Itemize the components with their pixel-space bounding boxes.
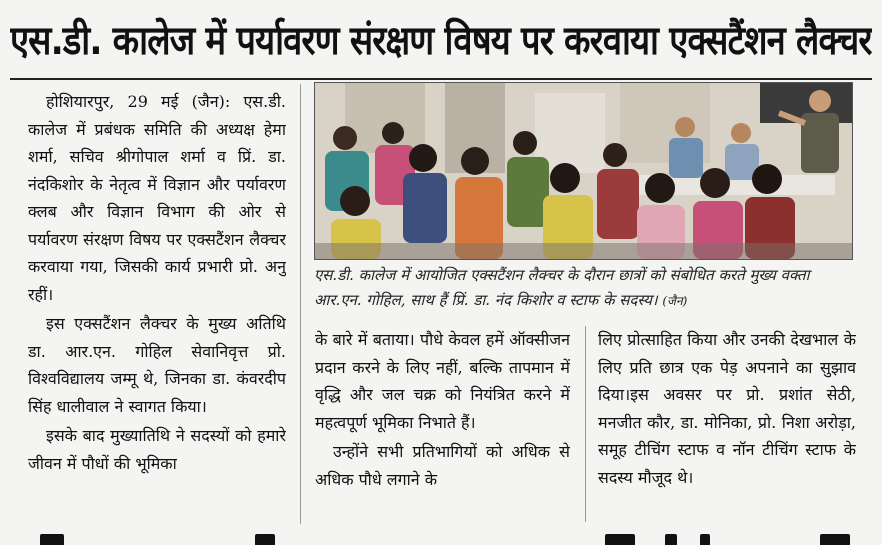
article-paragraph: के बारे में बताया। पौधे केवल हमें ऑक्सीजन प्रदान करने के लिए नहीं, बल्कि तापमान में वृद्धि और जल चक्र को नियंत्रित करने में महत्वपूर्ण भूमिका निभाते हैं।	[315, 330, 570, 432]
headline-rule	[10, 78, 872, 80]
article-paragraph: इस एक्सटैंशन लैक्चर के मुख्य अतिथि डा. आर.एन. गोहिल सेवानिवृत्त प्रो. विश्वविद्यालय जम्मू थे, जिनका डा. कंवरदीप सिंह धालीवाल ने स्वागत किया।	[28, 314, 286, 416]
headline: एस.डी. कालेज में पर्यावरण संरक्षण विषय पर करवाया एक्सटैंशन लैक्चर	[10, 18, 872, 64]
caption-text: एस.डी. कालेज में आयोजित एक्सटैंशन लैक्चर के दौरान छात्रों को संबोधित करते मुख्य वक्ता आर.एन. गोहिल, साथ हैं प्रिं. डा. नंद किशोर व स्टाफ के सदस्य।	[314, 266, 810, 309]
article-paragraph: होशियारपुर, 29 मई (जैन): एस.डी. कालेज में प्रबंधक समिति की अध्यक्ष हेमा शर्मा, सचिव श्रीगोपाल शर्मा व प्रिं. डा. नंदकिशोर के नेतृत्व में विज्ञान और पर्यावरण क्लब और विज्ञान विभाग की ओर से पर्यावरण संरक्षण विषय पर एक्सटैंशन लैक्चर करवाया गया, जिसकी कार्य प्रभारी प्रो. अनु रहीं।	[28, 92, 286, 304]
article-column-2	[315, 326, 570, 520]
column-rule	[585, 326, 586, 522]
caption-credit: (जैन)	[662, 294, 688, 308]
article-paragraph: उन्होंने सभी प्रतिभागियों को अधिक से अधिक पौधे लगाने के	[315, 442, 570, 489]
column-rule	[300, 84, 301, 524]
article-paragraph: इसके बाद मुख्यातिथि ने सदस्यों को हमारे जीवन में पौधों की भूमिका	[28, 426, 286, 473]
news-photo	[314, 82, 853, 260]
article-paragraph: लिए प्रोत्साहित किया और उनकी देखभाल के लिए प्रति छात्र एक पेड़ अपनाने का सुझाव दिया।इस अवसर पर प्रो. प्रशांत सेठी, मनजीत कौर, डा. मोनिका, प्रो. निशा अरोड़ा, समूह टीचिंग स्टाफ व नॉन टीचिंग स्टाफ के सदस्य मौजूद थे।	[598, 330, 856, 487]
article-column-1	[28, 88, 286, 520]
lecture-photo-illustration	[315, 83, 852, 259]
next-article-cutoff	[0, 530, 882, 545]
photo-caption	[314, 263, 859, 314]
article-column-3	[598, 326, 856, 520]
